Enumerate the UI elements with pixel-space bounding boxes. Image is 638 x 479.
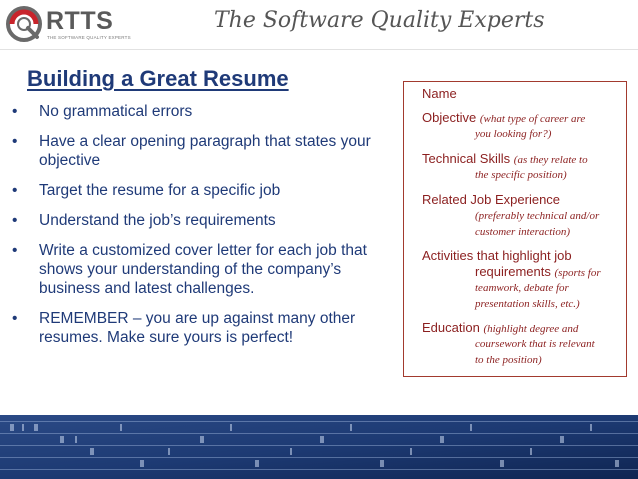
section-activities-line2 xyxy=(475,264,601,281)
header-divider xyxy=(0,49,638,50)
logo-subtext: THE SOFTWARE QUALITY EXPERTS xyxy=(47,35,131,40)
section-name: Name xyxy=(422,86,457,101)
section-objective-label: Objective xyxy=(422,110,477,125)
section-technical-note-cont: the specific position) xyxy=(475,169,567,181)
bullet-item xyxy=(12,211,392,230)
section-experience-note: (preferably technical and/or xyxy=(475,210,600,222)
section-activities: Activities that highlight job xyxy=(422,248,572,263)
section-education-label: Education xyxy=(422,320,480,335)
section-education-note-cont2: to the position) xyxy=(475,354,542,366)
bullet-item xyxy=(12,309,392,347)
section-education-note-cont: coursework that is relevant xyxy=(475,338,595,350)
section-education-note: (highlight degree and xyxy=(483,323,579,335)
section-objective xyxy=(422,110,585,127)
section-activities-note-cont2: presentation skills, etc.) xyxy=(475,298,580,310)
bullet-dot: • xyxy=(12,103,18,120)
section-technical-label: Technical Skills xyxy=(422,151,511,166)
section-experience-note-cont: customer interaction) xyxy=(475,226,571,238)
section-objective-note: (what type of career are xyxy=(479,113,586,125)
slide-title: Building a Great Resume xyxy=(27,66,289,91)
binary-pattern xyxy=(0,415,638,479)
bullet-dot: • xyxy=(12,133,18,150)
bullet-text: Target the resume for a specific job xyxy=(39,182,281,199)
section-activities-note-cont: teamwork, debate for xyxy=(475,282,569,294)
bullet-text: Have a clear opening paragraph that states your objective xyxy=(39,133,371,169)
footer-binary-band xyxy=(0,415,638,479)
bullet-item xyxy=(12,181,392,200)
section-technical-note: (as they relate to xyxy=(513,154,588,166)
bullet-dot: • xyxy=(12,242,18,259)
bullet-dot: • xyxy=(12,182,18,199)
slide-header xyxy=(0,0,638,52)
bullet-text: No grammatical errors xyxy=(39,103,193,120)
resume-sections-box xyxy=(403,81,627,377)
section-activities-label-cont: requirements xyxy=(475,264,551,279)
logo-text: RTTS xyxy=(46,7,114,35)
section-activities-note: (sports for xyxy=(554,267,601,279)
section-education xyxy=(422,320,578,337)
bullet-item xyxy=(12,102,392,121)
bullet-dot: • xyxy=(12,310,18,327)
bullet-item xyxy=(12,241,392,298)
section-technical xyxy=(422,151,588,168)
bullet-text: Understand the job’s requirements xyxy=(39,212,276,229)
tagline: The Software Quality Experts xyxy=(214,8,545,33)
rtts-q-logo-icon xyxy=(6,6,42,42)
bullet-list xyxy=(12,102,392,358)
rtts-logo xyxy=(6,6,131,46)
bullet-text: REMEMBER – you are up against many other resumes. Make sure yours is perfect! xyxy=(39,310,356,346)
section-objective-note-cont: you looking for?) xyxy=(475,128,552,140)
bullet-dot: • xyxy=(12,212,18,229)
section-experience: Related Job Experience xyxy=(422,192,561,207)
bullet-item xyxy=(12,132,392,170)
bullet-text: Write a customized cover letter for each job that shows your understanding of the company’s business and latest challenges. xyxy=(39,242,367,297)
